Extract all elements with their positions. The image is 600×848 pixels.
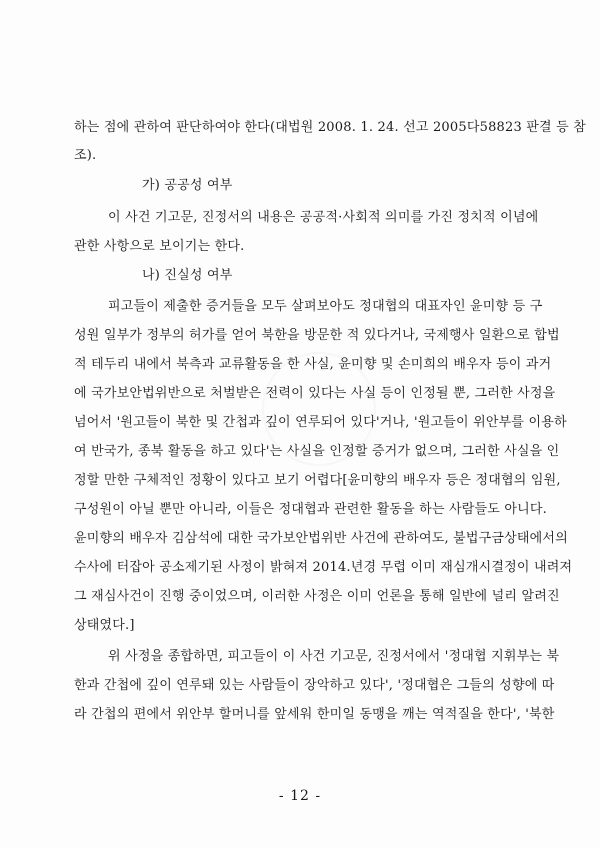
text-line-11: 넘어서 '원고들이 북한 및 간첩과 깊이 연루되어 있다'거나, '원고들이 위안부를 이용하 [74,415,567,430]
text-line-8: 성원 일부가 정부의 허가를 얻어 북한을 방문한 적 있다거나, 국제행사 일환으로 합법 [74,328,560,343]
text-line-12: 여 반국가, 종북 활동을 하고 있다'는 사실을 인정할 증거가 없으며, 그러한 사실을 인 [74,444,560,459]
text-line-15: 윤미향의 배우자 김삼석에 대한 국가보안법위반 사건에 관하여도, 불법구금상태에서의 [74,531,568,546]
text-line-16: 수사에 터잡아 공소제기된 사정이 밝혀져 2014.년경 무렵 이미 재심개시결정이 내려져 [74,560,573,575]
section-heading-truthfulness: 나) 진실성 여부 [142,268,233,283]
text-line-14: 구성원이 아닐 뿐만 아니라, 이들은 정대협과 관련한 활동을 하는 사람들도 아니다. [74,502,548,517]
text-line-1: 하는 점에 관하여 판단하여야 한다(대법원 2008. 1. 24. 선고 2005다58823 판결 등 참 [74,120,586,135]
text-line-13: 정할 만한 구체적인 정황이 있다고 보기 어렵다[윤미향의 배우자 등은 정대협의 임원, [74,473,561,488]
text-line-9: 적 테두리 내에서 북측과 교류활동을 한 사실, 윤미향 및 손미희의 배우자 등이 과거 [74,357,552,372]
text-line-21: 라 간첩의 편에서 위안부 할머니를 앞세워 한미일 동맹을 깨는 역적질을 한다', '북한 [74,707,555,722]
text-line-20: 한과 간첩에 깊이 연루돼 있는 사람들이 장악하고 있다', '정대협은 그들의 성향에 따 [74,678,555,693]
text-line-17: 그 재심사건이 진행 중이었으며, 이러한 사정은 이미 언론을 통해 일반에 널리 알려진 [74,589,560,604]
section-heading-publicness: 가) 공공성 여부 [142,178,233,193]
text-line-4: 이 사건 기고문, 진정서의 내용은 공공적·사회적 의미를 가진 정치적 이념에 [108,210,539,225]
text-line-18: 상태였다.] [74,618,135,633]
text-line-5: 관한 사항으로 보이기는 한다. [74,239,245,254]
text-line-2: 조). [74,148,97,163]
text-line-10: 에 국가보안법위반으로 처벌받은 전력이 있다는 사실 등이 인정될 뿐, 그러한 사정을 [74,386,556,401]
text-line-19: 위 사정을 종합하면, 피고들이 이 사건 기고문, 진정서에서 '정대협 지휘부는 북 [108,649,560,664]
text-line-7: 피고들이 제출한 증거들을 모두 살펴보아도 정대협의 대표자인 윤미향 등 구 [108,299,543,314]
page-number: - 12 - [278,788,322,804]
